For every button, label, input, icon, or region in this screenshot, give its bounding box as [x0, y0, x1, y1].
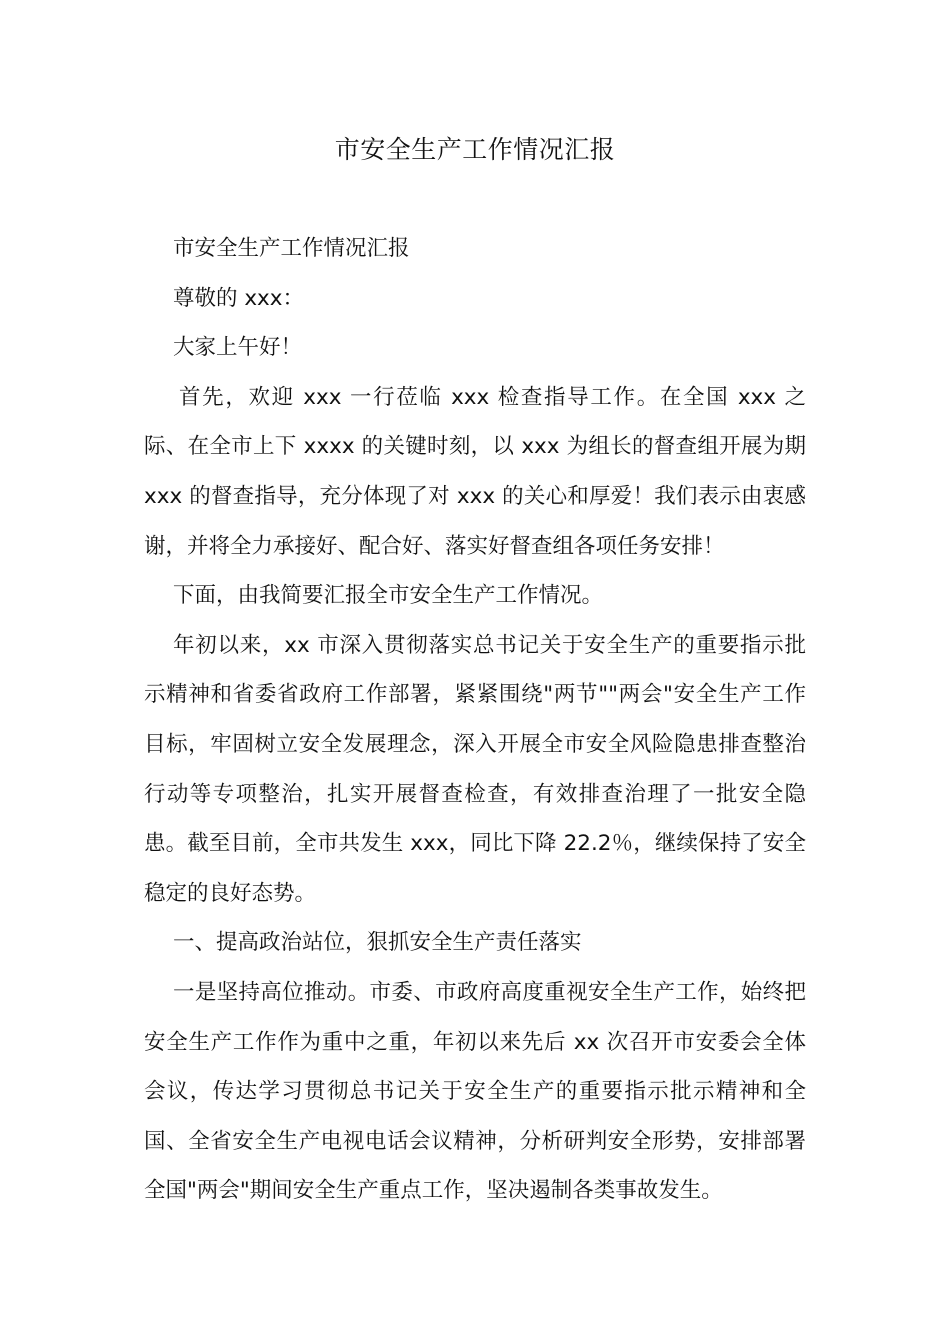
- paragraph-point-1: 一是坚持高位推动。市委、市政府高度重视安全生产工作，始终把安全生产工作作为重中之重，年初以来先后 xx 次召开市安委会全体会议，传达学习贯彻总书记关于安全生产的重要指示批示精神和全国、全省安全生产电视电话会议精神，分析研判安全形势，安排部署全国"两会"期间安全生产重点工作，坚决遏制各类事故发生。: [144, 979, 806, 1204]
- document-title: 市安全生产工作情况汇报: [334, 135, 616, 164]
- section-heading-1: 一、提高政治站位，狠抓安全生产责任落实: [173, 930, 582, 956]
- paragraph-intro: 下面，由我简要汇报全市安全生产工作情况。: [173, 583, 604, 609]
- body-heading: 市安全生产工作情况汇报: [173, 236, 410, 261]
- greeting: 大家上午好！: [173, 335, 303, 361]
- paragraph-welcome: 首先，欢迎 xxx 一行莅临 xxx 检查指导工作。在全国 xxx 之际、在全市上下 xxxx 的关键时刻，以 xxx 为组长的督查组开展为期 xxx 的督查指导，充分体现了对 xxx 的关心和厚爱！我们表示由衷感谢，并将全力承接好、配合好、落实好督查组各项任务安排！: [144, 384, 806, 559]
- document-body: [144, 224, 806, 1216]
- salutation: 尊敬的 xxx：: [173, 285, 305, 311]
- paragraph-overview: 年初以来，xx 市深入贯彻落实总书记关于安全生产的重要指示批示精神和省委省政府工作部署，紧紧围绕"两节""两会"安全生产工作目标，牢固树立安全发展理念，深入开展全市安全风险隐患排查整治行动等专项整治，扎实开展督查检查，有效排查治理了一批安全隐患。截至目前，全市共发生 xxx，同比下降 22.2％，继续保持了安全稳定的良好态势。: [144, 632, 806, 906]
